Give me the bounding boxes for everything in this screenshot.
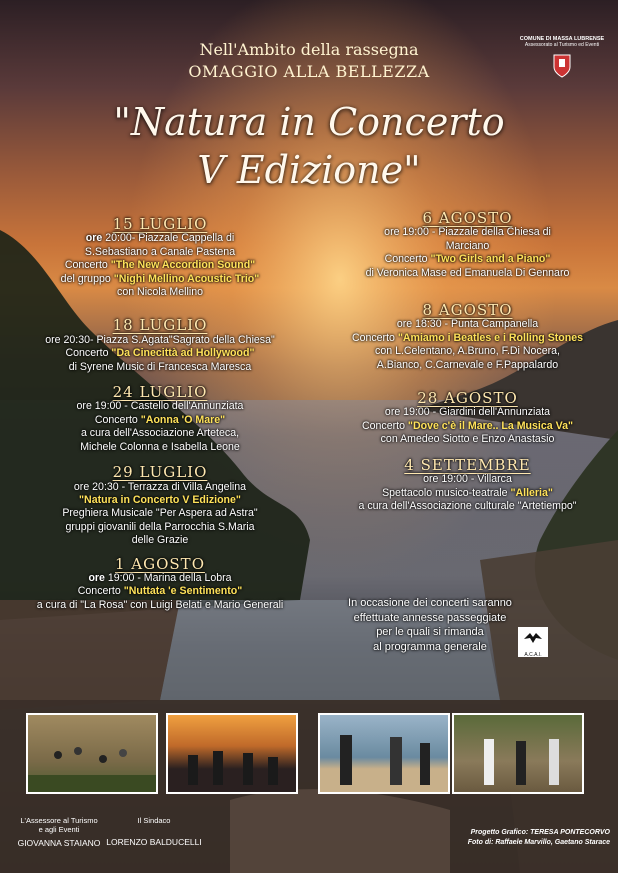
acai-logo-text: A.C.A.I. [524,652,542,658]
event-line [10,334,310,347]
sindaco-block [104,816,204,847]
event-line [10,534,310,547]
event-highlight: "The New Accordion Sound" [110,259,256,272]
event-line-text: ore 19:00 - Giardini dell'Annunziata [384,406,551,419]
event-line-text: Concerto [65,347,112,360]
photo-garden-concert [452,713,584,794]
event-line [325,420,610,433]
event-block [10,463,310,547]
event-line-text: Spettacolo musico-teatrale [382,486,511,499]
event-highlight: "Dove c'è il Mare.. La Musica Va" [407,419,573,432]
event-line [10,400,310,413]
eagle-icon [522,629,544,647]
event-line [325,332,610,345]
assessore-name: GIOVANNA STAIANO [17,838,101,848]
event-line [325,406,610,419]
event-block [325,455,610,514]
event-line [10,259,310,272]
event-line-text: Marciano [445,239,490,252]
event-line-text: Preghiera Musicale "Per Aspera ad Astra" [62,507,258,520]
photo-sunset-band [166,713,298,794]
event-date: 28 AGOSTO [417,389,518,408]
event-line-text: ore 19:00 - Piazzale della Chiesa di [384,226,551,239]
event-line-text: Concerto [361,419,408,432]
event-highlight: "Two Girls and a Piano" [430,253,551,266]
graphic-design-credit: Progetto Grafico: TERESA PONTECORVO [470,829,610,836]
event-line-text: 20:00- Piazzale Cappella di [102,232,235,245]
event-line [325,253,610,266]
event-line [10,481,310,494]
event-block [325,389,610,447]
event-line [10,347,310,360]
walks-note-line: In occasione dei concerti saranno [348,597,512,609]
event-line-text: delle Grazie [131,534,189,547]
event-line-text: Concerto [77,585,124,598]
comune-crest-icon [552,53,572,79]
event-line-text: di Syrene Music di Francesca Maresca [68,360,252,373]
event-line-text: Concerto [351,331,398,344]
event-block [10,554,310,613]
event-line-text: ore 20:30 - Terrazza di Villa Angelina [73,480,247,493]
event-line [10,507,310,520]
main-title-line2: V Edizione" [197,148,421,192]
photo-seaside-singers [318,713,450,794]
event-line [10,361,310,374]
event-line [10,414,310,427]
event-line [325,226,610,239]
comune-name: COMUNE DI MASSA LUBRENSE [519,36,605,42]
event-line [325,318,610,331]
event-line [325,487,610,500]
event-line-text: a cura dell'Associazione culturale "Artetiempo" [358,499,577,512]
event-line [10,273,310,286]
event-highlight: "Alleria" [510,486,553,499]
event-date: 18 LUGLIO [112,316,208,335]
walks-note [330,596,530,654]
event-line-text: con Nicola Mellino [117,286,203,299]
event-block [10,316,310,374]
event-line-text: 19:00 - Marina della Lobra [104,571,232,584]
event-line-text: S.Sebastiano a Canale Pastena [84,245,236,258]
event-line-text: Concerto [94,413,141,426]
event-line [325,345,610,358]
comune-block [512,36,612,84]
event-date: 4 SETTEMBRE [404,455,531,474]
assessore-block [14,816,104,848]
assessore-title-2: e agli Eventi [38,825,80,834]
event-block [325,301,610,372]
event-date: 29 LUGLIO [112,463,208,482]
event-line-text: ore 20:30- Piazza S.Agata"Sagrato della Chiesa" [45,333,275,346]
event-line-text: Concerto [64,259,111,272]
event-line-text: ore [85,232,103,245]
acai-logo [518,627,548,657]
event-line [10,286,310,299]
header-subtitle: Nell'Ambito della rassegna [199,40,419,59]
event-line [325,500,610,513]
event-block [10,383,310,454]
event-highlight: "Aonna 'O Mare" [140,413,226,426]
event-line [10,441,310,454]
event-line [10,246,310,259]
main-title-line1: "Natura in Concerto [113,100,505,144]
event-line [325,267,610,280]
event-line-text: A.Bianco, C.Carnevale e F.Pappalardo [376,358,559,371]
events-left-column [10,215,310,612]
sindaco-title: Il Sindaco [137,816,171,825]
event-line-text: di Veronica Mase ed Emanuela Di Gennaro [365,266,570,279]
photo-audience-image [28,715,156,792]
event-line-text: del gruppo [60,272,114,285]
event-block [10,215,310,299]
walks-note-line: al programma generale [373,640,487,653]
event-highlight: "Da Cinecittà ad Hollywood" [111,347,255,360]
credits-block [430,828,610,848]
event-line [10,232,310,245]
photo-credit: Foto di: Raffaele Marvillo, Gaetano Starace [467,839,610,846]
event-line [10,572,310,585]
walks-note-line: effettuate annesse passeggiate [353,611,507,624]
event-line [325,240,610,253]
event-highlight: "Natura in Concerto V Edizione" [79,493,241,506]
photo-seaside-singers-image [320,715,448,792]
walks-note-line: per le quali si rimanda [376,626,484,638]
sindaco-name: LORENZO BALDUCELLI [106,837,202,847]
event-line [325,433,610,446]
event-line-text: ore 19:00 - Villarca [423,473,512,486]
event-line [10,599,310,612]
event-highlight: "Nighi Mellino Acoustic Trio" [113,272,260,285]
event-line [10,494,310,507]
event-date: 8 AGOSTO [422,301,513,320]
event-block [325,209,610,280]
event-line [10,585,310,598]
event-line-text: ore [88,571,105,584]
header-rassegna: OMAGGIO ALLA BELLEZZA [188,62,430,81]
assessore-title: L'Assessore al Turismo [20,816,98,825]
event-date: 24 LUGLIO [112,383,208,402]
event-highlight: "Amiamo i Beatles e i Rolling Stones [397,331,584,344]
event-line [325,473,610,486]
event-line [325,359,610,372]
photo-garden-concert-image [454,715,582,792]
event-line-text: Concerto [384,253,431,266]
event-highlight: "Nuttata 'e Sentimento" [123,585,243,598]
photo-sunset-band-image [168,715,296,792]
event-line-text: con Amedeo Siotto e Enzo Anastasio [380,433,555,446]
event-line-text: con L.Celentano, A.Bruno, F.Di Nocera, [375,345,560,358]
comune-assessorato: Assessorato al Turismo ed Eventi [524,42,600,48]
event-line-text: ore 19:00 - Castello dell'Annunziata [76,400,244,413]
event-line-text: a cura di "La Rosa" con Luigi Belati e Mario Generali [36,598,284,611]
event-line-text: a cura dell'Associazione Arteteca, [80,427,240,440]
event-date: 6 AGOSTO [422,209,513,227]
event-date: 1 AGOSTO [114,554,205,573]
event-line [10,427,310,440]
event-line-text: gruppi giovanili della Parrocchia S.Maria [65,520,255,533]
photo-audience [26,713,158,794]
event-line-text: ore 18:30 - Punta Campanella [396,318,539,331]
events-right-column [325,209,610,513]
event-line-text: Michele Colonna e Isabella Leone [80,440,240,453]
event-date: 15 LUGLIO [112,215,208,233]
event-line [10,521,310,534]
